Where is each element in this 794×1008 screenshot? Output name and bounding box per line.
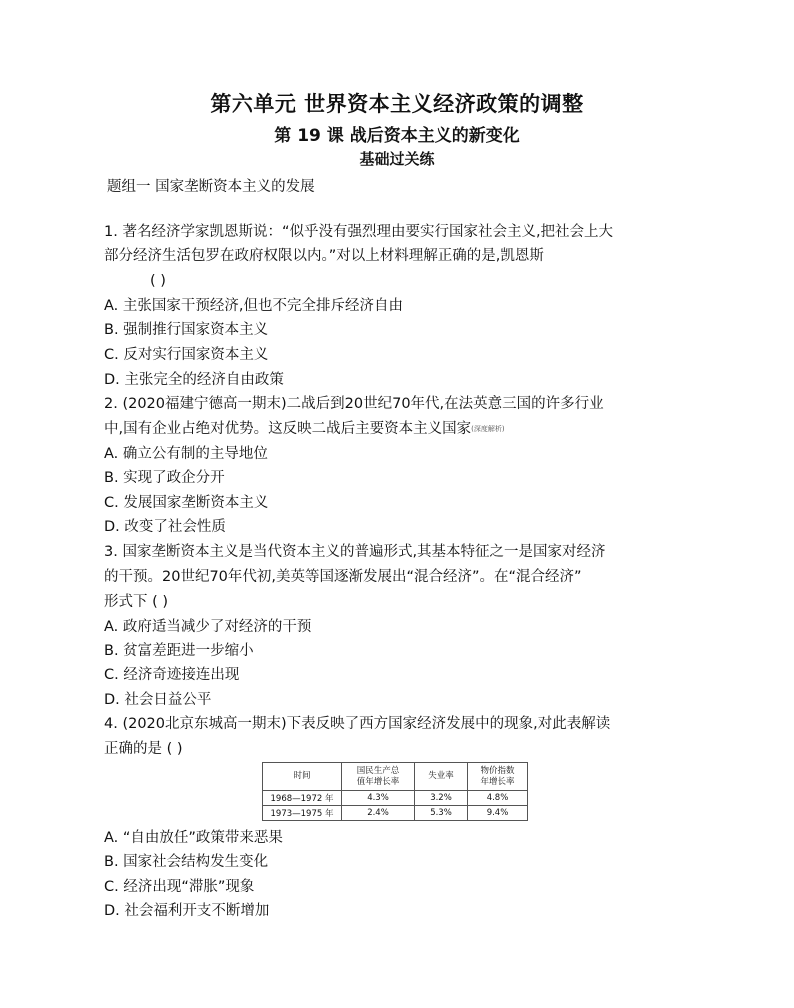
unit-title: 第六单元 世界资本主义经济政策的调整 bbox=[210, 92, 584, 116]
section-title: 基础过关练 bbox=[359, 150, 435, 168]
q1-option-b: B. 强制推行国家资本主义 bbox=[104, 322, 269, 338]
q1-option-c: C. 反对实行国家资本主义 bbox=[104, 347, 269, 363]
q4-option-d: D. 社会福利开支不断增加 bbox=[104, 903, 270, 919]
q3-option-a: A. 政府适当减少了对经济的干预 bbox=[104, 619, 312, 635]
table-cell: 4.8% bbox=[468, 791, 528, 806]
table-row bbox=[263, 806, 528, 821]
table-cell: 4.3% bbox=[342, 791, 415, 806]
table-header-row bbox=[263, 763, 528, 791]
table-header-cell: 失业率 bbox=[415, 763, 468, 791]
table-cell: 5.3% bbox=[415, 806, 468, 821]
table-header-cell: 时间 bbox=[263, 763, 342, 791]
table-cell: 1968—1972 年 bbox=[263, 791, 342, 806]
table-cell: 3.2% bbox=[415, 791, 468, 806]
q2-stem-line2 bbox=[104, 419, 505, 439]
group-title: 题组一 国家垄断资本主义的发展 bbox=[107, 179, 315, 195]
q3-stem-line2: 的干预。20世纪70年代初,美英等国逐渐发展出“混合经济”。在“混合经济” bbox=[104, 569, 582, 585]
q1-answer-paren: ( ) bbox=[150, 273, 166, 289]
table-cell: 9.4% bbox=[468, 806, 528, 821]
q2-option-b: B. 实现了政企分开 bbox=[104, 470, 225, 486]
q4-option-b: B. 国家社会结构发生变化 bbox=[104, 854, 269, 870]
table-cell: 2.4% bbox=[342, 806, 415, 821]
q4-option-c: C. 经济出现“滞胀”现象 bbox=[104, 879, 255, 895]
q3-stem-line1: 3. 国家垄断资本主义是当代资本主义的普遍形式,其基本特征之一是国家对经济 bbox=[104, 544, 606, 560]
table-header-cell: 国民生产总 值年增长率 bbox=[342, 763, 415, 791]
q2-option-d: D. 改变了社会性质 bbox=[104, 519, 226, 535]
q1-option-a: A. 主张国家干预经济,但也不完全排斥经济自由 bbox=[104, 298, 403, 314]
q1-stem-line2: 部分经济生活包罗在政府权限以内。”对以上材料理解正确的是,凯恩斯 bbox=[104, 248, 544, 264]
q2-note: (深度解析) bbox=[471, 425, 505, 433]
q3-option-d: D. 社会日益公平 bbox=[104, 692, 212, 708]
q2-stem-text: 中,国有企业占绝对优势。这反映二战后主要资本主义国家 bbox=[104, 421, 472, 437]
q3-option-b: B. 贫富差距进一步缩小 bbox=[104, 643, 254, 659]
q1-option-d: D. 主张完全的经济自由政策 bbox=[104, 372, 284, 388]
economy-data-table bbox=[262, 762, 528, 821]
q1-stem-line1: 1. 著名经济学家凯恩斯说：“似乎没有强烈理由要实行国家社会主义,把社会上大 bbox=[104, 224, 614, 240]
table-row bbox=[263, 791, 528, 806]
q4-option-a: A. “自由放任”政策带来恶果 bbox=[104, 830, 283, 846]
q2-stem-line1: 2. (2020福建宁德高一期末)二战后到20世纪70年代,在法英意三国的许多行业 bbox=[104, 396, 604, 412]
q3-option-c: C. 经济奇迹接连出现 bbox=[104, 667, 240, 683]
q4-stem-line2: 正确的是 ( ) bbox=[104, 741, 183, 757]
table-cell: 1973—1975 年 bbox=[263, 806, 342, 821]
q2-option-c: C. 发展国家垄断资本主义 bbox=[104, 495, 269, 511]
table-header-cell: 物价指数 年增长率 bbox=[468, 763, 528, 791]
q4-stem-line1: 4. (2020北京东城高一期末)下表反映了西方国家经济发展中的现象,对此表解读 bbox=[104, 716, 611, 732]
q3-stem-line3: 形式下 ( ) bbox=[104, 594, 169, 610]
lesson-title: 第 19 课 战后资本主义的新变化 bbox=[274, 126, 520, 146]
q2-option-a: A. 确立公有制的主导地位 bbox=[104, 446, 268, 462]
